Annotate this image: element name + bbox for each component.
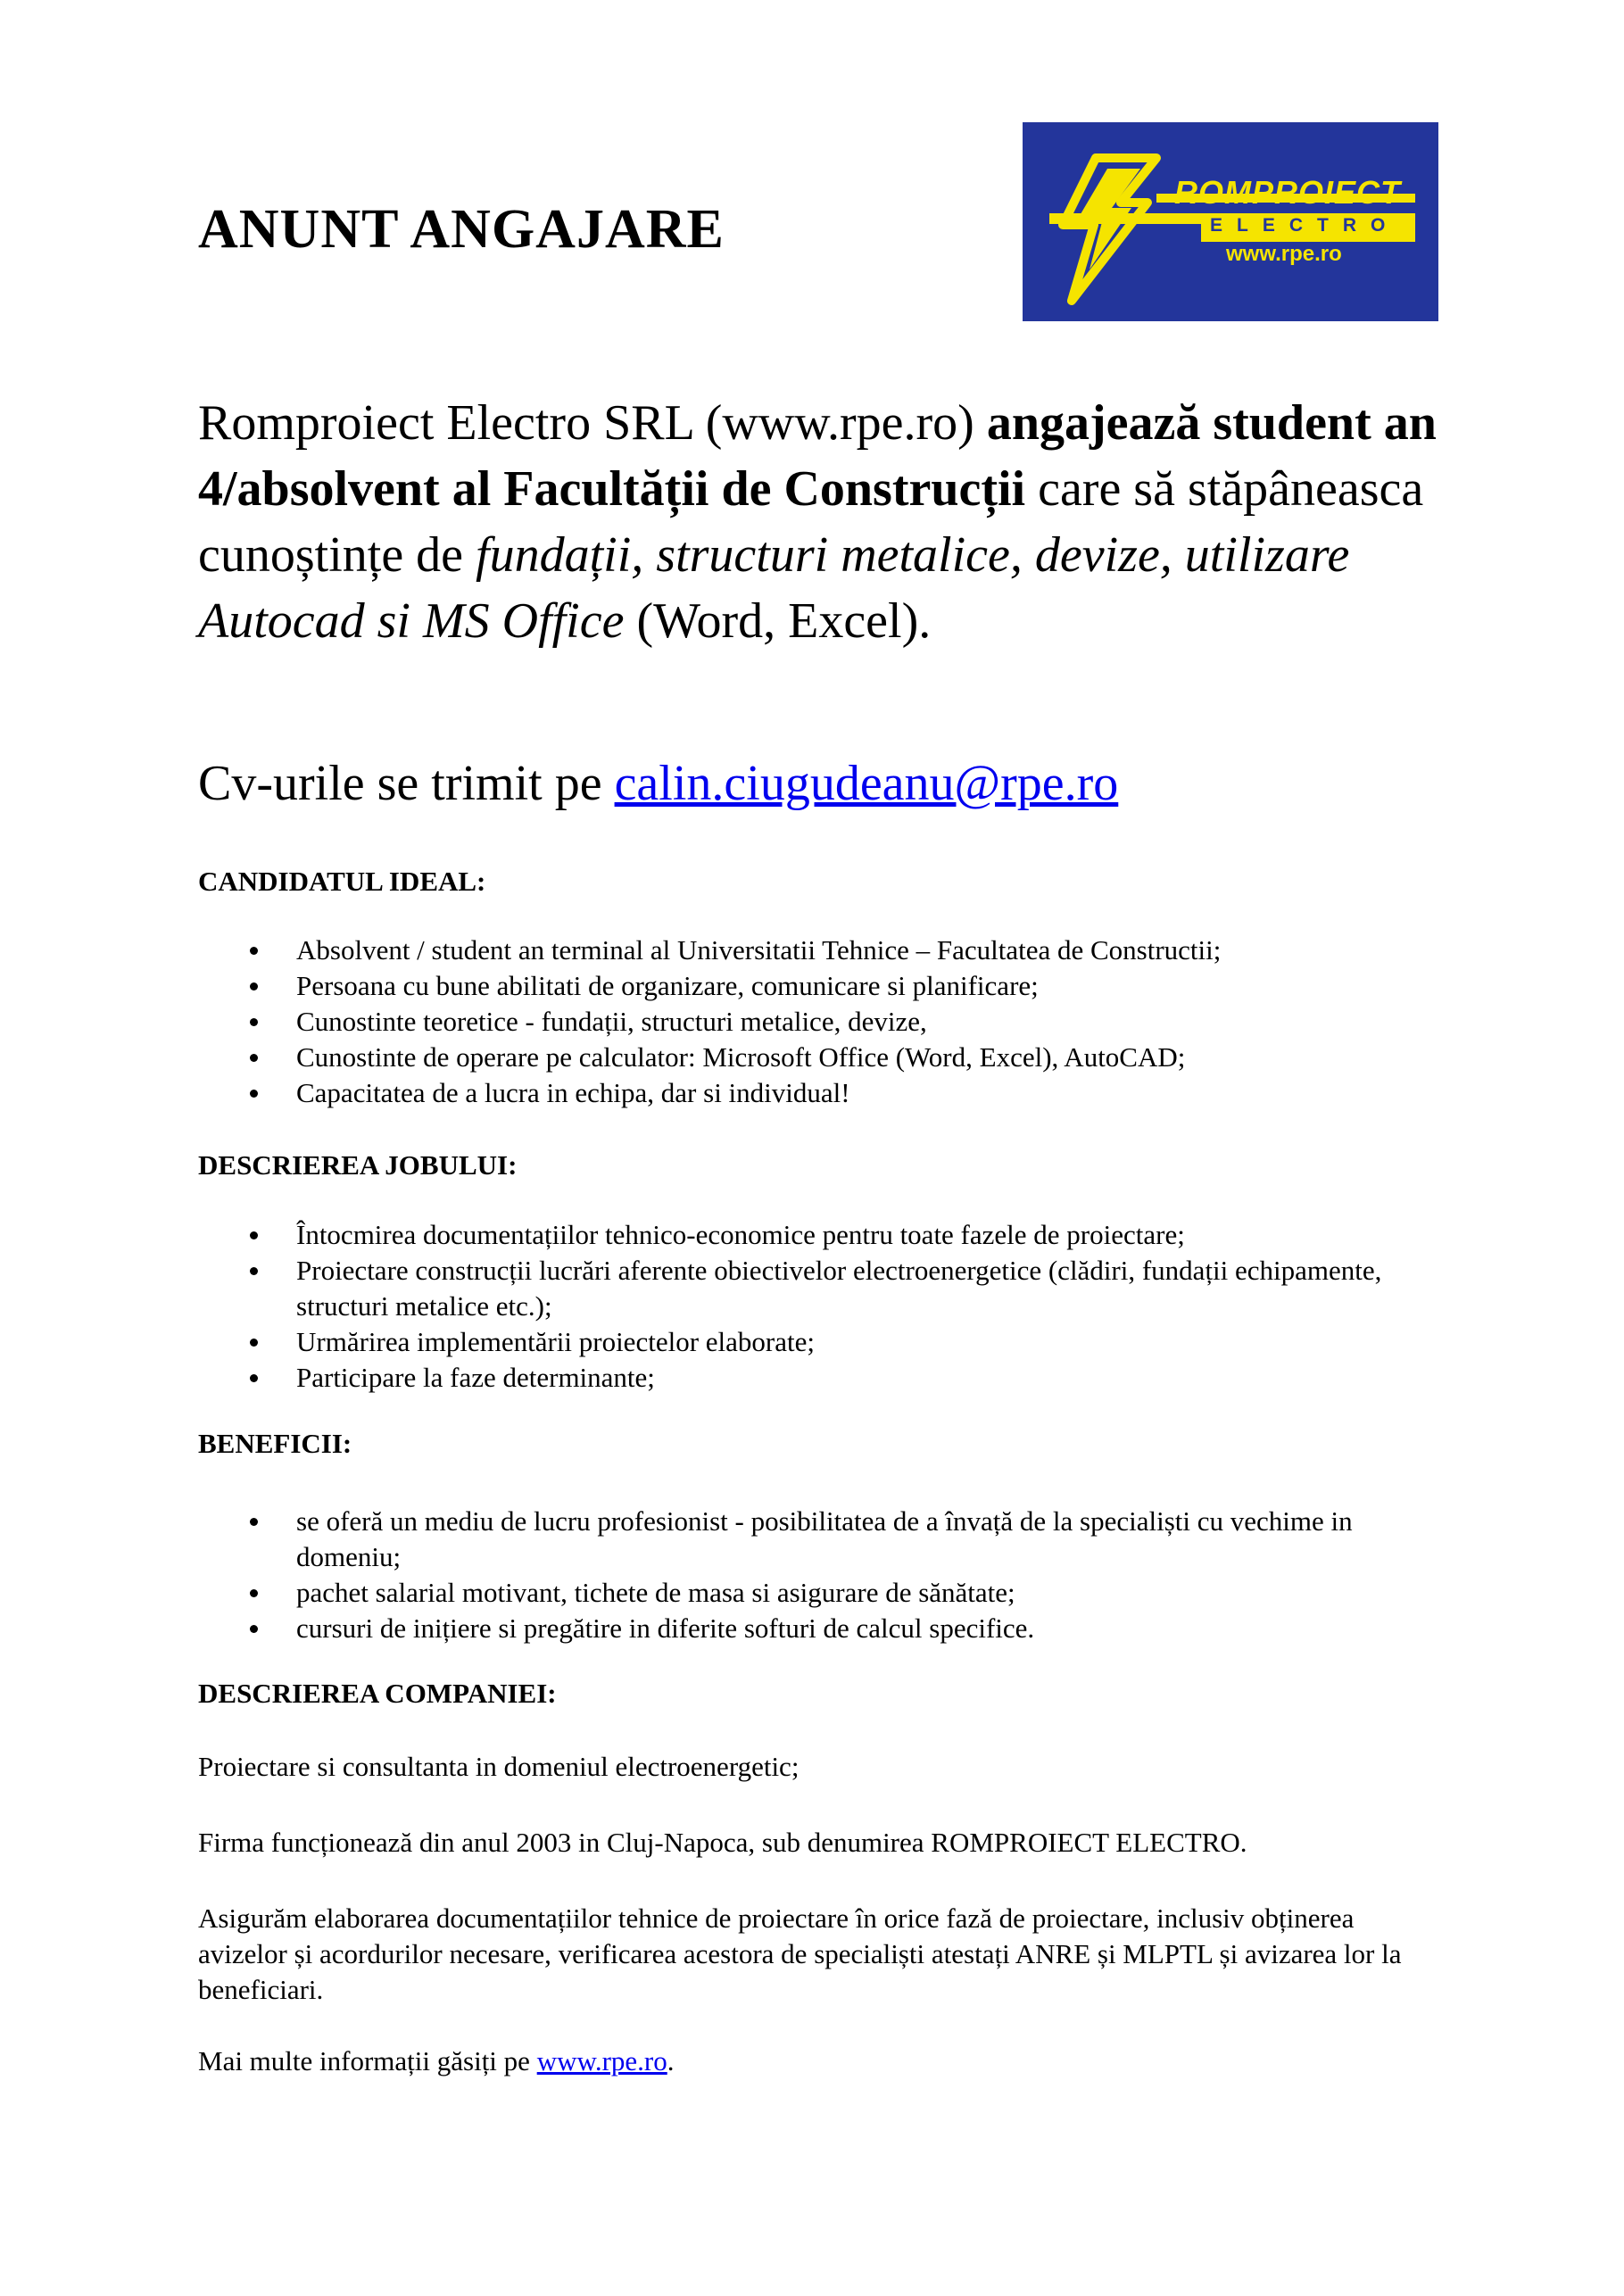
logo-subtitle: ELECTRO	[1210, 215, 1400, 236]
bullet-icon	[250, 1339, 258, 1347]
page-title: ANUNT ANGAJARE	[198, 199, 725, 260]
website-link[interactable]: www.rpe.ro	[536, 2045, 667, 2076]
list-candidat	[198, 932, 1447, 1111]
heading-companie: DESCRIEREA COMPANIEI:	[198, 1678, 557, 1709]
company-paragraph-1: Proiectare si consultanta in domeniul electroenergetic;	[198, 1751, 800, 1782]
more-info-end: .	[667, 2045, 675, 2076]
list-item	[198, 1360, 1447, 1396]
bullet-icon	[250, 1625, 258, 1633]
bullet-icon	[250, 1231, 258, 1239]
bullet-icon	[250, 1374, 258, 1382]
bullet-icon	[250, 947, 258, 955]
list-item	[198, 932, 1447, 968]
bullet-icon	[250, 1589, 258, 1597]
heading-job: DESCRIEREA JOBULUI:	[198, 1149, 518, 1181]
list-item-text: Proiectare construcții lucrări aferente obiectivelor electroenergetice (clădiri, fundații echipamente, structuri metalice etc.);	[296, 1255, 1382, 1322]
list-beneficii	[198, 1504, 1447, 1646]
bullet-icon	[250, 1054, 258, 1062]
email-link[interactable]: calin.ciugudeanu@rpe.ro	[614, 756, 1119, 811]
list-item	[198, 1324, 1447, 1360]
list-item-text: Cunostinte de operare pe calculator: Microsoft Office (Word, Excel), AutoCAD;	[296, 1041, 1186, 1073]
list-job	[198, 1217, 1447, 1396]
more-info-text: Mai multe informații găsiți pe	[198, 2045, 537, 2076]
intro-italic: fundații, structuri metalice, devize, utilizare Autocad si MS Office	[198, 527, 1350, 649]
bullet-icon	[250, 1090, 258, 1098]
heading-beneficii: BENEFICII:	[198, 1428, 352, 1459]
list-item	[198, 1075, 1447, 1111]
list-item	[198, 1575, 1447, 1611]
list-item-text: Întocmirea documentațiilor tehnico-economice pentru toate fazele de proiectare;	[296, 1219, 1185, 1250]
intro-part3: (Word, Excel).	[624, 593, 932, 649]
list-item	[198, 1611, 1447, 1646]
bullet-icon	[250, 1267, 258, 1275]
list-item-text: Cunostinte teoretice - fundații, structuri metalice, devize,	[296, 1006, 927, 1037]
cv-line	[198, 755, 1118, 812]
company-paragraph-4	[198, 2043, 1447, 2079]
list-item-text: Participare la faze determinante;	[296, 1362, 655, 1393]
intro-bold: angajează student an 4/absolvent al Facultății de Construcții	[198, 395, 1437, 517]
intro-paragraph	[198, 390, 1447, 654]
bullet-icon	[250, 1518, 258, 1526]
list-item-text: cursuri de inițiere si pregătire in diferite softuri de calcul specifice.	[296, 1612, 1035, 1644]
cv-text: Cv-urile se trimit pe	[198, 756, 615, 811]
company-paragraph-2: Firma funcționează din anul 2003 in Cluj-Napoca, sub denumirea ROMPROIECT ELECTRO.	[198, 1827, 1247, 1858]
logo-brand: ROMPROIECT	[1174, 174, 1402, 211]
list-item-text: Persoana cu bune abilitati de organizare, comunicare si planificare;	[296, 970, 1039, 1001]
company-paragraph-3: Asigurăm elaborarea documentațiilor tehnice de proiectare în orice fază de proiectare, inclusiv obținerea avizelor și acordurilor necesare, verificarea acestora de specialiști atestați ANRE și MLPTL și avizarea lor la beneficiari.	[198, 1902, 1402, 2005]
list-item-text: Absolvent / student an terminal al Universitatii Tehnice – Facultatea de Constructii;	[296, 934, 1222, 966]
intro-part1: Romproiect Electro SRL (www.rpe.ro)	[198, 395, 987, 451]
list-item	[198, 1504, 1447, 1575]
list-item	[198, 1004, 1447, 1040]
intro-part2: care să stăpâneasca cunoștințe de	[198, 461, 1424, 583]
list-item	[198, 1040, 1447, 1075]
list-item	[198, 1217, 1447, 1253]
list-item	[198, 1253, 1447, 1324]
list-item-text: Capacitatea de a lucra in echipa, dar si individual!	[296, 1077, 850, 1108]
bullet-icon	[250, 1018, 258, 1026]
list-item-text: Urmărirea implementării proiectelor elaborate;	[296, 1326, 815, 1357]
list-item-text: se oferă un mediu de lucru profesionist - posibilitatea de a învață de la specialiști cu vechime in domeniu;	[296, 1505, 1353, 1572]
company-logo	[1023, 122, 1438, 321]
bullet-icon	[250, 982, 258, 991]
heading-candidat: CANDIDATUL IDEAL:	[198, 866, 486, 897]
list-item	[198, 968, 1447, 1004]
list-item-text: pachet salarial motivant, tichete de masa si asigurare de sănătate;	[296, 1577, 1015, 1608]
logo-url: www.rpe.ro	[1226, 242, 1342, 266]
